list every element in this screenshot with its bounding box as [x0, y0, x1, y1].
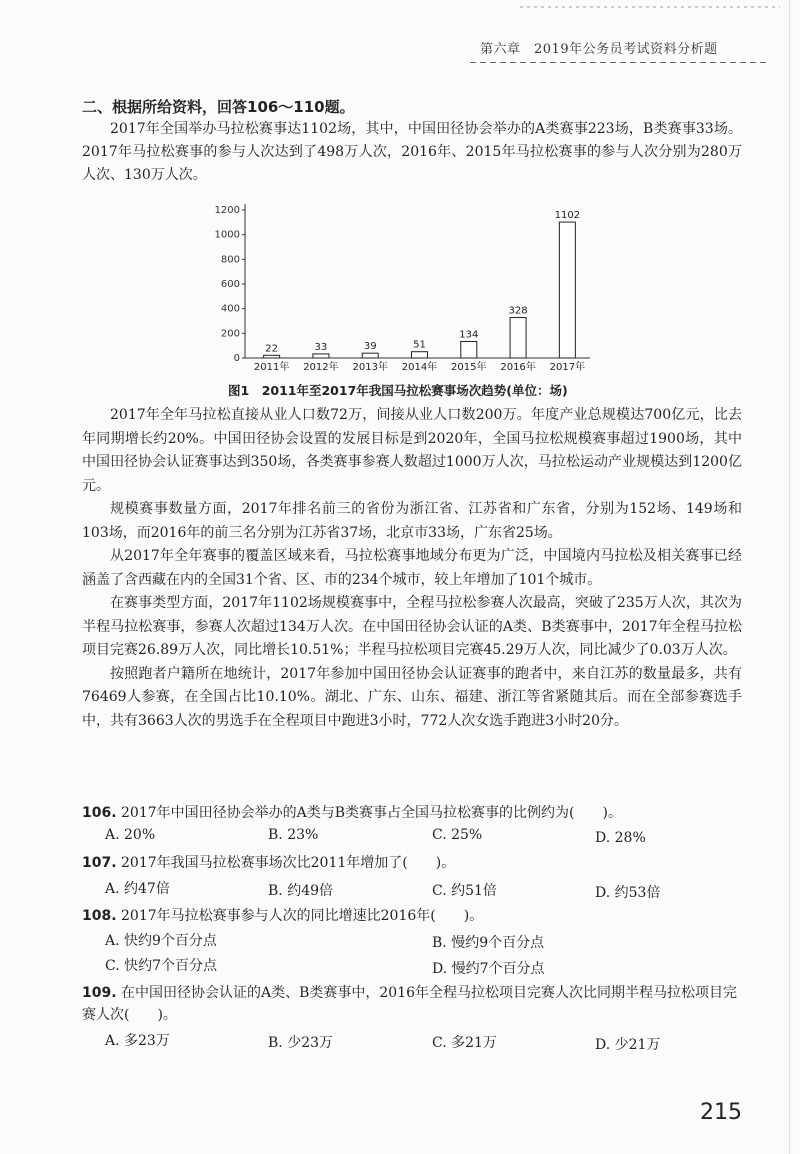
page-number: 215 [700, 1100, 742, 1125]
bar [412, 352, 428, 358]
question-109: 109. 在中国田径协会认证的A类、B类赛事中，2016年全程马拉松项目完赛人次比同期半程马拉松项目完赛人次( )。 [82, 985, 738, 1023]
x-tick-label: 2013年 [352, 362, 388, 373]
bar [510, 318, 526, 358]
x-tick-label: 2012年 [303, 362, 339, 373]
option-106-b[interactable]: B. 23% [268, 827, 319, 843]
question-108: 108. 2017年马拉松赛事参与人次的同比增速比2016年( )。 [82, 908, 484, 924]
bar-value-label: 134 [459, 329, 479, 341]
paragraph-coverage: 从2017年全年赛事的覆盖区域来看，马拉松赛事地域分布更为广泛，中国境内马拉松及相关赛事已经涵盖了含西藏在内的全国31个省、区、市的234个城市，较上年增加了101个城市。 [82, 548, 742, 588]
running-header: 第六章 2019年公务员考试资料分析题 [480, 42, 718, 57]
paragraph-types: 在赛事类型方面，2017年1102场规模赛事中，全程马拉松参赛人次最高，突破了235万人次，其次为半程马拉松赛事，参赛人次超过134万人次。在中国田径协会认证的A类、B类赛事中，2017年全程马拉松项目完赛26.89万人次，同比增长10.51%；半程马拉松项目完赛45.29万人次，同比减少了0.03万人次。 [82, 595, 742, 658]
option-107-b[interactable]: B. 约49倍 [268, 883, 334, 899]
option-108-b[interactable]: B. 慢约9个百分点 [432, 935, 545, 951]
intro-paragraph: 2017年全国举办马拉松赛事达1102场，其中，中国田径协会举办的A类赛事223场，B类赛事33场。2017年马拉松赛事的参与人次达到了498万人次，2016年、2015年马拉松赛事的参与人次分别为280万人次、130万人次。 [82, 121, 742, 183]
bar [461, 341, 477, 358]
bar [264, 355, 280, 358]
bar-chart-svg [200, 190, 600, 390]
bar-value-label: 22 [265, 343, 279, 355]
y-tick-label: 600 [220, 279, 240, 290]
option-109-c[interactable]: C. 多21万 [432, 1035, 497, 1051]
top-scan-mark [520, 6, 780, 8]
bar-value-label: 328 [508, 305, 528, 317]
bar [313, 354, 329, 358]
option-108-a[interactable]: A. 快约9个百分点 [105, 933, 217, 949]
y-tick-label: 1000 [214, 229, 240, 241]
body-paragraphs [82, 404, 742, 733]
page-edge [789, 0, 790, 1154]
option-106-c[interactable]: C. 25% [432, 827, 483, 843]
option-109-d[interactable]: D. 少21万 [595, 1037, 661, 1053]
bar-value-label: 39 [363, 341, 377, 353]
section-title: 二、根据所给资料，回答106～110题。 [82, 98, 355, 116]
question-107: 107. 2017年我国马拉松赛事场次比2011年增加了( )。 [82, 855, 456, 871]
option-109-b[interactable]: B. 少23万 [268, 1035, 334, 1051]
bar-value-label: 1102 [554, 210, 581, 222]
bar-chart [200, 190, 600, 390]
x-tick-label: 2016年 [500, 362, 536, 373]
y-tick-label: 800 [220, 254, 240, 266]
option-106-d[interactable]: D. 28% [595, 830, 646, 846]
bar-value-label: 33 [314, 341, 328, 353]
paragraph-runners: 按照跑者户籍所在地统计，2017年参加中国田径协会认证赛事的跑者中，来自江苏的数量最多，共有76469人参赛，在全国占比10.10%。湖北、广东、山东、福建、浙江等省紧随其后。而在全部参赛选手中，共有3663人次的男选手在全程项目中跑进3小时，772人次女选手跑进3小时20分。 [82, 665, 742, 729]
x-tick-label: 2015年 [451, 362, 487, 373]
option-107-a[interactable]: A. 约47倍 [105, 881, 170, 897]
bar [362, 353, 378, 358]
paragraph-industry: 2017年全年马拉松直接从业人口数72万，间接从业人口数200万。年度产业总规模达700亿元，比去年同期增长约20%。中国田径协会设置的发展目标是到2020年，全国马拉松规模赛事超过1900场，其中中国田径协会认证赛事达到350场，各类赛事参赛人数超过1000万人次，马拉松运动产业规模达到1200亿元。 [82, 407, 742, 494]
y-tick-label: 0 [233, 353, 240, 364]
y-tick-label: 400 [220, 303, 240, 315]
y-tick-label: 200 [220, 328, 240, 340]
y-tick-label: 1200 [214, 205, 240, 216]
x-tick-label: 2011年 [253, 362, 290, 373]
header-rule [470, 62, 770, 63]
option-107-c[interactable]: C. 约51倍 [432, 883, 497, 899]
bar [559, 222, 575, 358]
option-108-c[interactable]: C. 快约7个百分点 [105, 958, 218, 974]
option-108-d[interactable]: D. 慢约7个百分点 [432, 961, 545, 977]
x-tick-label: 2017年 [549, 362, 586, 373]
x-tick-label: 2014年 [401, 362, 438, 373]
paragraph-provinces: 规模赛事数量方面，2017年排名前三的省份为浙江省、江苏省和广东省，分别为152场、149场和103场，而2016年的前三名分别为江苏省37场，北京市33场，广东省25场。 [82, 501, 742, 541]
question-106: 106. 2017年中国田径协会举办的A类与B类赛事占全国马拉松赛事的比例约为( )。 [82, 805, 622, 821]
option-107-d[interactable]: D. 约53倍 [595, 885, 661, 901]
option-109-a[interactable]: A. 多23万 [105, 1033, 170, 1049]
chart-caption: 图1 2011年至2017年我国马拉松赛事场次趋势(单位：场) [228, 383, 568, 398]
bar-value-label: 51 [413, 339, 426, 351]
option-106-a[interactable]: A. 20% [105, 827, 156, 843]
